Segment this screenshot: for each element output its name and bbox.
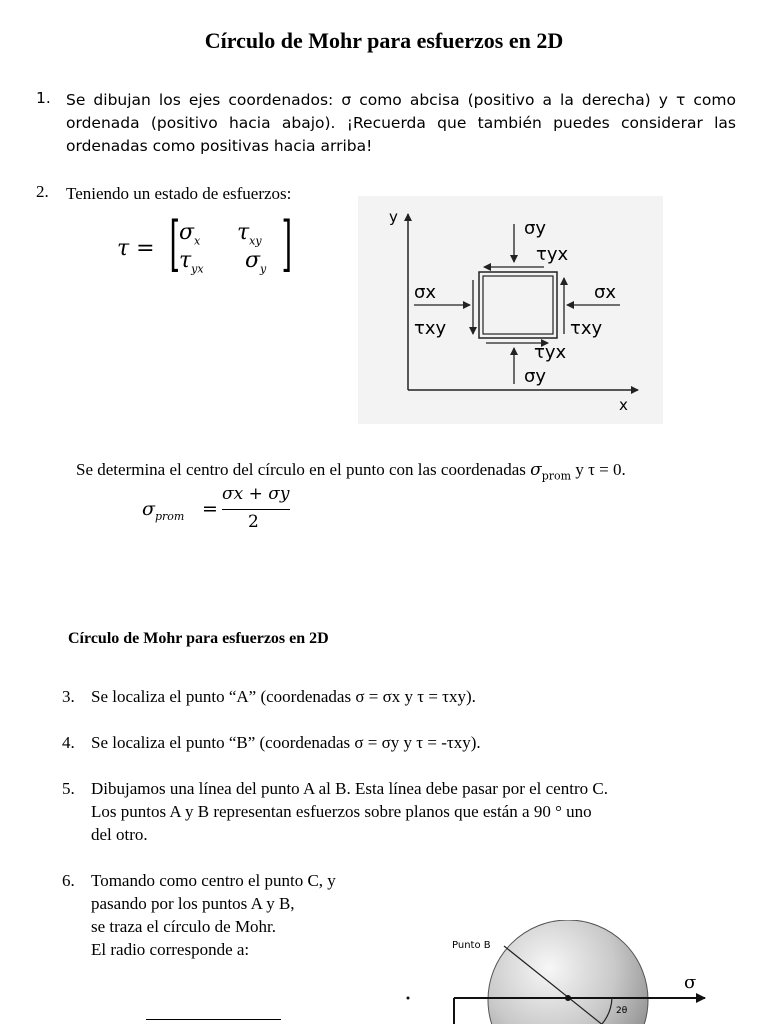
step-6-number: 6. — [62, 871, 75, 890]
step-6-line-4: El radio corresponde a: — [91, 940, 250, 959]
step-1-number: 1. — [36, 89, 51, 107]
formula-equals: = — [202, 498, 218, 520]
matrix-a11: $\sigma_x$ — [179, 220, 201, 248]
step-2-number: 2. — [36, 182, 49, 201]
stress-matrix — [117, 209, 297, 280]
mohr-circle-svg — [400, 920, 768, 1024]
step-1-text: Se dibujan los ejes coordenados: σ como abcisa (positivo a la derecha) y τ como ordenada (positivo hacia abajo). ¡Recuerda que también puedes considerar las ordenadas como positivas hacia arriba! — [66, 91, 736, 155]
mohr-point-b-label: Punto B — [452, 940, 491, 951]
formula-denominator: 2 — [248, 512, 259, 532]
step-5-line-3: del otro. — [91, 825, 148, 844]
step-4-text: Se localiza el punto “B” (coordenadas σ = σy y τ = -τxy). — [91, 733, 481, 752]
page-title: Círculo de Mohr para esfuerzos en 2D — [204, 28, 564, 53]
formula-fraction-bar — [222, 509, 290, 510]
diagram-tau-xy-left: τxy — [414, 318, 447, 339]
step-6-line-3: se traza el círculo de Mohr. — [91, 917, 277, 936]
diagram-tau-yx-bottom: τyx — [534, 342, 567, 363]
radius-formula-bar — [146, 1019, 281, 1020]
center-sentence — [76, 458, 626, 487]
matrix-lhs: τ = — [117, 236, 155, 261]
diagram-sigma-x-left: σx — [414, 282, 437, 303]
stress-element-diagram — [358, 196, 663, 424]
matrix-a12: $\tau_{xy}$ — [237, 220, 262, 248]
diagram-sigma-x-right: σx — [594, 282, 617, 303]
center-sigma-prom: $\sigma_{prom}$ — [530, 460, 572, 483]
mohr-angle-label: 2θ — [616, 1006, 628, 1016]
diagram-sigma-y-bottom: σy — [524, 366, 547, 387]
mohr-sigma-axis-label: σ — [684, 972, 697, 993]
diagram-x-axis-label: x — [619, 396, 628, 414]
mohr-circle-figure — [400, 920, 768, 1024]
matrix-right-bracket: ] — [281, 209, 292, 279]
formula-lhs: $\sigma_{prom}$ — [142, 498, 185, 523]
diagram-sigma-y-top: σy — [524, 218, 547, 239]
center-sentence-text-b: y τ = 0. — [571, 460, 626, 479]
step-2-text: Teniendo un estado de esfuerzos: — [66, 184, 292, 203]
center-sentence-text-a: Se determina el centro del círculo en el punto con las coordenadas — [76, 460, 526, 479]
diagram-tau-xy-right: τxy — [570, 318, 603, 339]
formula-numerator: σx + σy — [222, 484, 290, 504]
diagram-tau-yx-top: τyx — [536, 244, 569, 265]
step-5-line-1: Dibujamos una línea del punto A al B. Esta línea debe pasar por el centro C. — [91, 779, 608, 798]
stress-element-svg — [358, 196, 663, 424]
step-4-number: 4. — [62, 733, 75, 752]
step-6-line-1: Tomando como centro el punto C, y — [91, 871, 336, 890]
matrix-a22: $\sigma_y$ — [245, 248, 267, 276]
section-title: Círculo de Mohr para esfuerzos en 2D — [68, 630, 329, 647]
step-5-number: 5. — [62, 779, 75, 798]
step-3-number: 3. — [62, 687, 75, 706]
matrix-left-bracket: [ — [169, 209, 180, 279]
sigma-prom-formula — [142, 484, 302, 534]
matrix-a21: $\tau_{yx}$ — [179, 248, 204, 276]
step-3-text: Se localiza el punto “A” (coordenadas σ = σx y τ = τxy). — [91, 687, 476, 706]
diagram-y-axis-label: y — [389, 208, 398, 226]
step-5-line-2: Los puntos A y B representan esfuerzos sobre planos que están a 90 ° uno — [91, 802, 592, 821]
step-6-line-2: pasando por los puntos A y B, — [91, 894, 295, 913]
